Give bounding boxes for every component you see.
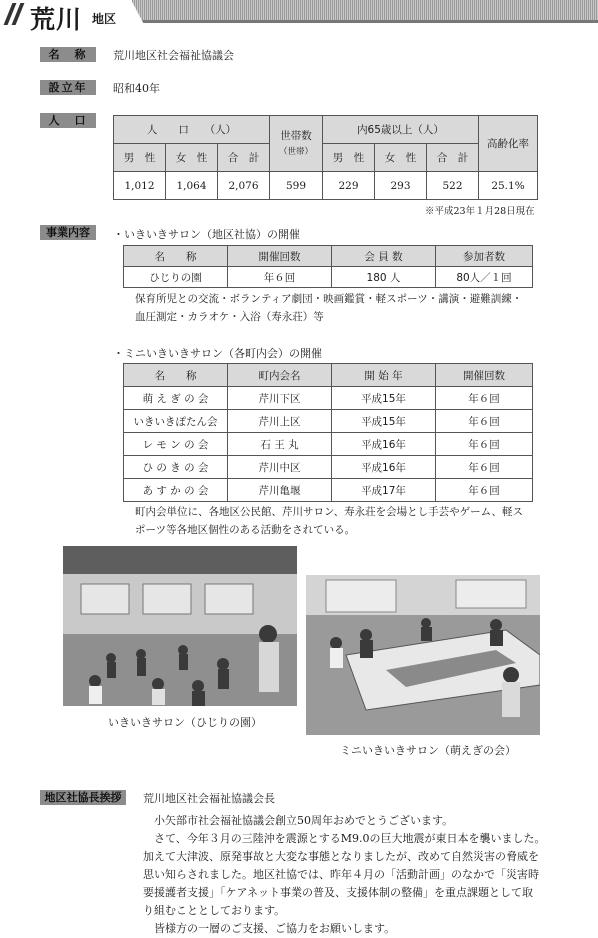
greeting-body xyxy=(143,812,553,938)
label-greeting: 地区社協長挨拶 xyxy=(40,790,126,805)
cell-mini-assoc: 芹川亀堰 xyxy=(228,479,332,502)
mini-salon-table xyxy=(123,363,533,502)
th-salon-members: 会 員 数 xyxy=(332,246,436,267)
cell-mini-start: 平成17年 xyxy=(332,479,436,502)
cell-mini-assoc: 芹川上区 xyxy=(228,410,332,433)
cell-mini-count: 年６回 xyxy=(436,387,533,410)
salon-heading: ・いきいきサロン（地区社協）の開催 xyxy=(113,228,300,241)
cell-mini-start: 平成16年 xyxy=(332,456,436,479)
district-subtitle: 地区 xyxy=(92,12,117,26)
cell-mini-name: ひ の き の 会 xyxy=(124,456,228,479)
table-row xyxy=(124,479,533,502)
th-female: 女 性 xyxy=(166,144,218,172)
cell-aging-rate: 25.1% xyxy=(479,172,538,200)
district-title: 荒川 xyxy=(30,5,83,34)
greeting-line: さて、今年３月の三陸沖を震源とするM9.0の巨大地震が東日本を襲いました。 xyxy=(154,832,546,845)
cell-mini-start: 平成16年 xyxy=(332,433,436,456)
mini-note-line1: 町内会単位に、各地区公民館、芹川サロン、寿永荘を会場とし手芸やゲーム、軽ス xyxy=(135,506,523,518)
salon-table xyxy=(123,245,533,288)
salon-note-line2: 血圧測定・カラオケ・入浴（寿永荘）等 xyxy=(135,311,324,323)
label-name: 名 称 xyxy=(40,47,96,62)
gym-scene-image xyxy=(63,546,297,706)
th-salon-name: 名 称 xyxy=(124,246,228,267)
name-value: 荒川地区社会福祉協議会 xyxy=(113,49,234,62)
greeting-line: 加えて大津波、原発事故と大変な事態となりましたが、改めて自然災害の脅威を xyxy=(143,850,539,863)
cell-mini-count: 年６回 xyxy=(436,479,533,502)
page-header xyxy=(0,0,598,36)
label-activities: 事業内容 xyxy=(40,225,96,240)
population-footnote: ※平成23年１月28日現在 xyxy=(425,206,535,217)
cell-mini-name: あ す か の 会 xyxy=(124,479,228,502)
cell-salon-participants: 80人／１回 xyxy=(436,267,533,288)
cell-female: 1,064 xyxy=(166,172,218,200)
mini-salon-heading: ・ミニいきいきサロン（各町内会）の開催 xyxy=(113,347,322,360)
th-households: 世帯数 （世帯） xyxy=(270,116,323,172)
photo-ikiiki-salon xyxy=(63,546,297,706)
cell-mini-assoc: 石 王 丸 xyxy=(228,433,332,456)
greeting-line: 要援護者支援」「ケアネット事業の普及、支援体制の整備」を重点課題として取 xyxy=(143,886,534,899)
cell-mini-count: 年６回 xyxy=(436,456,533,479)
slash-mark-icon xyxy=(4,3,24,25)
cell-total: 2,076 xyxy=(218,172,270,200)
th-female-65: 女 性 xyxy=(375,144,427,172)
greeting-line: 皆様方の一層のご支援、ご協力をお願いします。 xyxy=(154,922,396,935)
founded-value: 昭和40年 xyxy=(113,82,160,95)
greeting-speaker: 荒川地区社会福祉協議会長 xyxy=(143,792,275,805)
th-mini-count: 開催回数 xyxy=(436,364,533,387)
label-population: 人 口 xyxy=(40,113,96,128)
meeting-scene-image xyxy=(306,575,540,735)
cell-mini-name: レ モ ン の 会 xyxy=(124,433,228,456)
cell-mini-start: 平成15年 xyxy=(332,410,436,433)
cell-mini-assoc: 芹川中区 xyxy=(228,456,332,479)
label-founded: 設立年 xyxy=(40,80,96,95)
table-row xyxy=(124,456,533,479)
th-salon-participants: 参加者数 xyxy=(436,246,533,267)
th-salon-count: 開催回数 xyxy=(228,246,332,267)
th-over65: 内65歳以上（人） xyxy=(323,116,479,144)
th-mini-start: 開 始 年 xyxy=(332,364,436,387)
th-aging-rate: 高齢化率 xyxy=(479,116,538,172)
th-mini-name: 名 称 xyxy=(124,364,228,387)
table-row xyxy=(124,410,533,433)
cell-salon-name: ひじりの園 xyxy=(124,267,228,288)
th-population: 人 口 （人） xyxy=(114,116,270,144)
cell-mini-name: いきいきぽたん会 xyxy=(124,410,228,433)
cell-mini-count: 年６回 xyxy=(436,433,533,456)
photo1-caption: いきいきサロン（ひじりの園） xyxy=(108,716,262,729)
photo-mini-salon xyxy=(306,575,540,735)
salon-note-line1: 保育所児との交流・ボランティア劇団・映画鑑賞・軽スポーツ・講演・避難訓練・ xyxy=(135,293,523,305)
th-male-65: 男 性 xyxy=(323,144,375,172)
cell-total-65: 522 xyxy=(427,172,479,200)
th-mini-assoc: 町内会名 xyxy=(228,364,332,387)
cell-mini-count: 年６回 xyxy=(436,410,533,433)
greeting-line: 思い知らされました。地区社協では、昨年４月の「活動計画」のなかで「災害時 xyxy=(143,868,539,881)
cell-male-65: 229 xyxy=(323,172,375,200)
th-total: 合 計 xyxy=(218,144,270,172)
cell-mini-start: 平成15年 xyxy=(332,387,436,410)
table-row xyxy=(124,433,533,456)
cell-mini-name: 萌 え ぎ の 会 xyxy=(124,387,228,410)
th-male: 男 性 xyxy=(114,144,166,172)
cell-mini-assoc: 芹川下区 xyxy=(228,387,332,410)
greeting-line: り組むこととしております。 xyxy=(143,904,286,917)
mini-note-line2: ポーツ等各地区個性のある活動をされている。 xyxy=(135,524,356,536)
cell-salon-members: 180 人 xyxy=(332,267,436,288)
cell-salon-count: 年６回 xyxy=(228,267,332,288)
cell-male: 1,012 xyxy=(114,172,166,200)
photo2-caption: ミニいきいきサロン（萌えぎの会） xyxy=(340,744,516,757)
population-table xyxy=(113,115,538,200)
table-row xyxy=(124,387,533,410)
greeting-line: 小矢部市社会福祉協議会創立50周年おめでとうございます。 xyxy=(154,814,454,827)
cell-households: 599 xyxy=(270,172,323,200)
cell-female-65: 293 xyxy=(375,172,427,200)
th-total-65: 合 計 xyxy=(427,144,479,172)
